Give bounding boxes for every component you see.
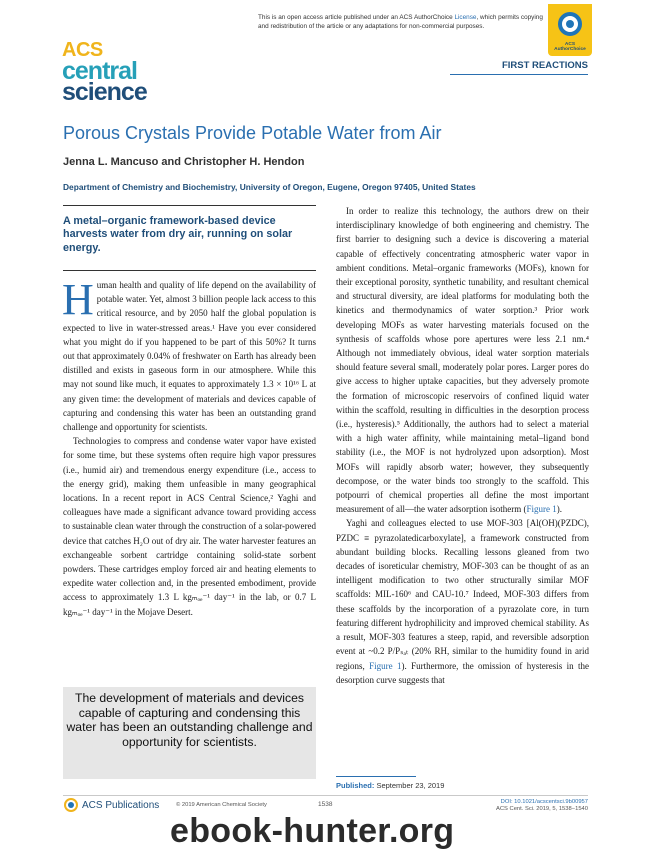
- figure-1-link[interactable]: Figure 1: [526, 504, 557, 515]
- abstract-bottom-rule: [63, 270, 316, 271]
- abstract: A metal–organic framework-based device harvests water from dry air, running on solar energy.: [63, 215, 293, 254]
- paragraph-technologies: Technologies to compress and condense water vapor have existed for some time, but these systems often require high vapor pressures (i.e., humid air) and tremendous energy expenditure (i.e., access to the energy grid), making them unfeasible in many geographical locations. In a recent report in ACS Central Science,² Yaghi and colleagues have made a significant advance toward providing access to sustainable clean water through the construction of a solar-powered device that catches H₂O out of dry air. The water harvester features an exchangeable sorbent cartridge containing solid-state sorbent powders. These cartridges employ forced air and heating elements to expedite water collection and, in the presented embodiment, provide access to approximately 1.3 L kgₘₒₑ⁻¹ day⁻¹ in the lab, or 0.7 L kgₘₒₑ⁻¹ day⁻¹ in the Mojave Desert.: [63, 436, 316, 617]
- section-label: FIRST REACTIONS: [501, 60, 588, 71]
- logo-line-science: science: [62, 78, 147, 106]
- paragraph-mof303-end: ). Furthermore, the omission of hysteresis in the desorption curve suggests that: [336, 660, 589, 685]
- acs-publications-logo[interactable]: [64, 798, 159, 812]
- page-number: 1538: [318, 801, 333, 808]
- author-list: Jenna L. Mancuso and Christopher H. Hendon: [63, 156, 305, 168]
- journal-citation: ACS Cent. Sci. 2019, 5, 1538−1540: [495, 806, 588, 813]
- paragraph-mof303: [336, 516, 589, 686]
- published-label: Published:: [336, 781, 375, 790]
- logo-line-central: central: [62, 57, 137, 85]
- paragraph-realize-end: ).: [556, 504, 562, 515]
- notice-text-pre: This is an open access article published under an ACS AuthorChoice: [258, 14, 455, 21]
- published-value: September 23, 2019: [376, 781, 445, 790]
- open-access-notice: [258, 14, 554, 31]
- logo-line-acs: ACS: [62, 39, 103, 61]
- figure-1-link-2[interactable]: Figure 1: [369, 660, 402, 671]
- abstract-top-rule: [63, 205, 316, 206]
- acs-logo-icon: [64, 798, 78, 812]
- license-link[interactable]: License: [454, 14, 477, 21]
- copyright: © 2019 American Chemical Society: [176, 802, 267, 808]
- paragraph-realize: [336, 204, 589, 516]
- journal-logo: [62, 39, 147, 106]
- authorchoice-icon: [558, 12, 582, 36]
- paragraph-realize-text: In order to realize this technology, the authors drew on their interdisciplinary knowledge of both engineering and chemistry. The first barrier to designing such a device is discovering a material capable of effectively concentrating atmospheric water vapor in ambient conditions. Metal–organic frameworks (MOFs), known for their exceptional porosity, synthetic tunability, and resultant chemical and structural diversity, are ideal platforms for modulating both the kinetics and thermodynamics of water sorption.³ Prior work developing MOFs as water harvesting materials focused on the synthesis of scaffolds whose pore apertures were less 2.1 nm.⁴ Although not immediately obvious, ideal water sorption materials should feature several small, moderately polar pores. Larger pores do give access to higher uptake capacities, but they adversely promote the formation of microscopic reservoirs of confined liquid water within the scaffold, resulting in difficulties in the desorption process (i.e., hysteresis).⁵ Additionally, the authors had to select a material with a high water affinity, while maintaining metal–ligand bond stability (i.e., the MOF is not hydrolyzed upon adsorption). Most MOFs will rapidly absorb water; however, they subsequently decompose, or the water binds too strongly to the scaffold. This potpourri of chemical properties all define the most important measurement of all—the water adsorption isotherm (: [336, 206, 589, 515]
- paragraph-intro-text: uman health and quality of life depend on the availability of potable water. Yet, almost 3 billion people lack access to this critical resource, and by 2050 half the global population is expected to live in water-stressed areas.¹ Have you ever considered what you might do if you happened to be part of this 50%? It turns out that approximately 0.04% of freshwater on Earth has already been distilled and exists in gaseous form in our atmosphere. While this may not sound like much, it equates to approximately 1.3 × 10¹⁶ L at any given time: the development of materials and devices capable of capturing and condensing this water has been an outstanding grand challenge and opportunity for scientists.: [63, 280, 316, 433]
- authorchoice-label: ACS AuthorChoice: [554, 42, 586, 52]
- section-divider: [450, 74, 588, 75]
- article-title: Porous Crystals Provide Potable Water from Air: [63, 123, 442, 143]
- affiliation: Department of Chemistry and Biochemistry, University of Oregon, Eugene, Oregon 97405, United States: [63, 182, 476, 192]
- paragraph-mof303-text: Yaghi and colleagues elected to use MOF-303 [Al(OH)(PZDC), PZDC ≡ pyrazolatedicarboxylate], a framework constructed from abundant building blocks. Recalling lessons gleaned from two decades of isoreticular chemistry, MOF-303 can be thought of as an intelligent modification to two other structurally similar MOF scaffolds: MIL-160⁶ and CAU-10.⁷ Indeed, MOF-303 differs from these scaffolds by the incorporation of a pyrazolate core, in turn featuring different hydrophilicity and improved chemical stability. As a result, MOF-303 features a steep, rapid, and reversible adsorption event at ~0.2 P/Pₛₐₜ (20% RH, similar to the humidity found in arid regions,: [336, 518, 589, 671]
- published-rule: [336, 776, 416, 777]
- published-date: [336, 781, 444, 790]
- doi-link[interactable]: DOI: 10.1021/acscentsci.9b00957: [500, 799, 588, 805]
- right-column: [336, 204, 589, 687]
- left-column: [62, 275, 316, 619]
- watermark: ebook-hunter.org: [170, 812, 455, 850]
- paragraph-intro: [62, 275, 316, 434]
- pull-quote: The development of materials and devices capable of capturing and condensing this water has been an outstanding challenge and opportunity for scientists.: [63, 687, 316, 779]
- drop-cap: H: [62, 275, 94, 324]
- publisher-name: ACS Publications: [82, 799, 160, 811]
- citation-info: [486, 799, 588, 814]
- notice-text-post: , which permits copying and redistribution of the article or any adaptations for non-commercial purposes.: [258, 14, 543, 30]
- authorchoice-badge[interactable]: [548, 4, 592, 56]
- footer-rule: [63, 795, 588, 796]
